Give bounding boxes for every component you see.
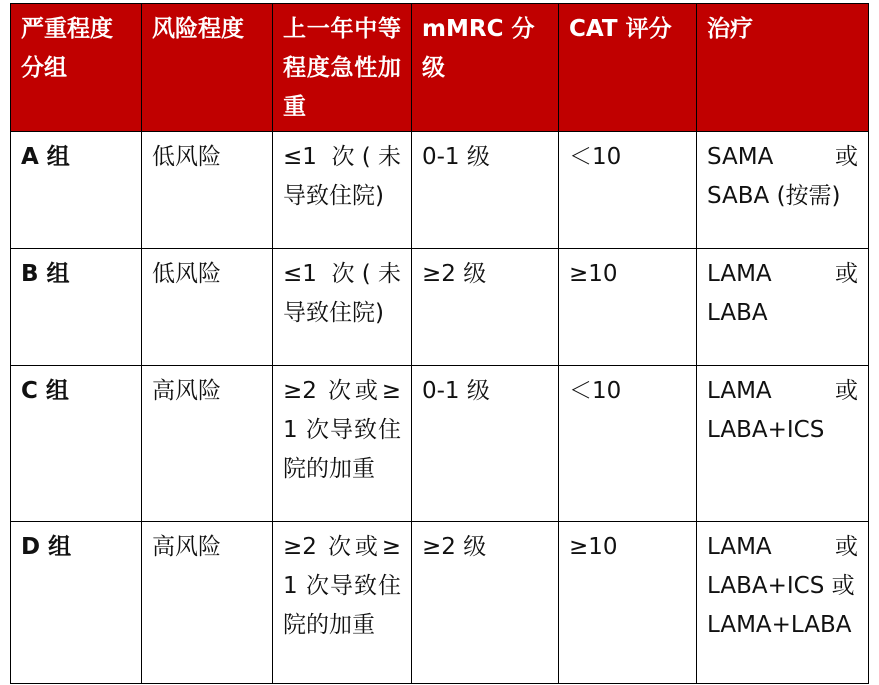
mmrc-cell: 0-1 级	[412, 366, 559, 522]
treatment-line: LAMA 或	[707, 261, 858, 287]
header-treatment: 治疗	[697, 4, 869, 132]
group-cell: D 组	[11, 522, 142, 684]
cat-cell: ≥10	[559, 249, 697, 366]
cat-cell: ≥10	[559, 522, 697, 684]
treatment-cell	[697, 366, 869, 522]
risk-cell: 低风险	[142, 132, 273, 249]
cat-cell: ＜10	[559, 366, 697, 522]
header-risk-level: 风险程度	[142, 4, 273, 132]
copd-grading-table	[10, 3, 869, 684]
header-cat: CAT 评分	[559, 4, 697, 132]
exacerbation-cell: ≤1 次(未导致住院)	[273, 249, 412, 366]
treatment-line: SAMA 或	[707, 144, 858, 170]
cat-cell: ＜10	[559, 132, 697, 249]
exacerbation-cell: ≥2 次或≥1 次导致住院的加重	[273, 522, 412, 684]
header-row	[11, 4, 869, 132]
header-severity-group: 严重程度分组	[11, 4, 142, 132]
treatment-line: LAMA 或	[707, 534, 858, 560]
treatment-line: SABA (按需)	[707, 183, 841, 209]
treatment-line: LABA+ICS	[707, 417, 825, 443]
treatment-line: LAMA 或	[707, 378, 858, 404]
treatment-cell	[697, 132, 869, 249]
exacerbation-cell: ≥2 次或≥1 次导致住院的加重	[273, 366, 412, 522]
risk-cell: 高风险	[142, 522, 273, 684]
header-exacerbation: 上一年中等程度急性加重	[273, 4, 412, 132]
table-row	[11, 249, 869, 366]
group-cell: C 组	[11, 366, 142, 522]
mmrc-cell: ≥2 级	[412, 249, 559, 366]
treatment-line: LABA+ICS 或	[707, 573, 855, 599]
risk-cell: 低风险	[142, 249, 273, 366]
exacerbation-cell: ≤1 次(未导致住院)	[273, 132, 412, 249]
treatment-cell	[697, 522, 869, 684]
treatment-line: LABA	[707, 300, 768, 326]
header-mmrc: mMRC 分级	[412, 4, 559, 132]
treatment-cell	[697, 249, 869, 366]
mmrc-cell: ≥2 级	[412, 522, 559, 684]
table-row	[11, 522, 869, 684]
group-cell: B 组	[11, 249, 142, 366]
table-row	[11, 366, 869, 522]
risk-cell: 高风险	[142, 366, 273, 522]
mmrc-cell: 0-1 级	[412, 132, 559, 249]
treatment-line: LAMA+LABA	[707, 612, 852, 638]
group-cell: A 组	[11, 132, 142, 249]
table-row	[11, 132, 869, 249]
